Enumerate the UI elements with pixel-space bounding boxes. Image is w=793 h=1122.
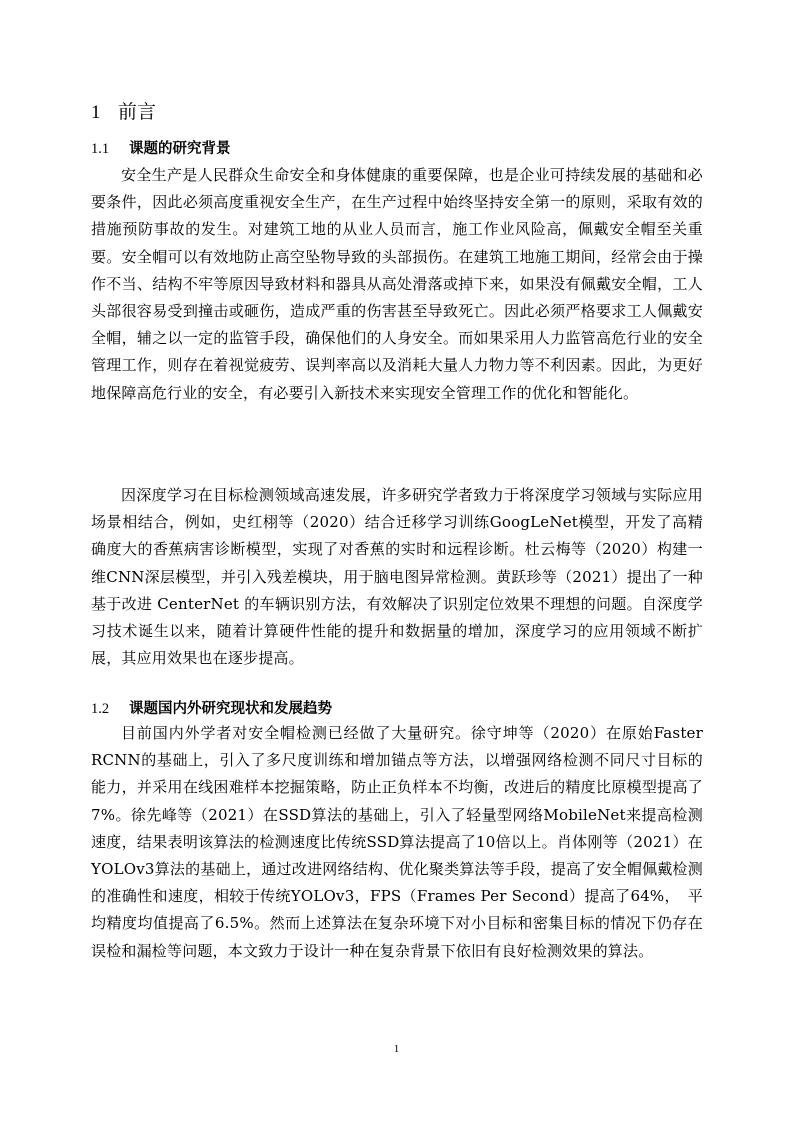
paragraph-deep-learning: 因深度学习在目标检测领域高速发展，许多研究学者致力于将深度学习领域与实际应用场景相结合，例如，史红栩等（2020）结合迁移学习训练GoogLeNet模型，开发了高精确度大的香蕉病害诊断模型，实现了对香蕉的实时和远程诊断。杜云梅等（2020）构建一维CNN深层模型，并引入残差模块，用于脑电图异常检测。黄跃珍等（2021）提出了一种基于改进 CenterNet 的车辆识别方法，有效解决了识别定位效果不理想的问题。自深度学习技术诞生以来，随着计算硬件性能的提升和数据量的增加，深度学习的应用领域不断扩展，其应用效果也在逐步提高。: [91, 486, 703, 668]
section-title: 课题的研究背景: [129, 140, 231, 157]
section-title: 课题国内外研究现状和发展趋势: [129, 700, 332, 717]
section-heading-1-1: [91, 138, 231, 160]
section-number: 1.1: [91, 141, 110, 157]
page-number: 1: [393, 1043, 400, 1055]
section-number: 1.2: [91, 701, 110, 717]
paragraph-background: 安全生产是人民群众生命安全和身体健康的重要保障，也是企业可持续发展的基础和必要条件，因此必须高度重视安全生产，在生产过程中始终坚持安全第一的原则，采取有效的措施预防事故的发生。对建筑工地的从业人员而言，施工作业风险高，佩戴安全帽至关重要。安全帽可以有效地防止高空坠物导致的头部损伤。在建筑工地施工期间，经常会由于操作不当、结构不牢等原因导致材料和器具从高处滑落或掉下来，如果没有佩戴安全帽，工人头部很容易受到撞击或砸伤，造成严重的伤害甚至导致死亡。因此必须严格要求工人佩戴安全帽，辅之以一定的监管手段，确保他们的人身安全。而如果采用人力监管高危行业的安全管理工作，则存在着视觉疲劳、误判率高以及消耗大量人力物力等不利因素。因此，为更好地保障高危行业的安全，有必要引入新技术来实现安全管理工作的优化和智能化。: [91, 166, 703, 402]
chapter-heading: [91, 98, 156, 127]
section-heading-1-2: [91, 698, 332, 720]
chapter-title: 前言: [118, 101, 157, 123]
paragraph-research-status: 目前国内外学者对安全帽检测已经做了大量研究。徐守坤等（2020）在原始Faster RCNN的基础上，引入了多尺度训练和增加锚点等方法，以增强网络检测不同尺寸目标的能力，并采用在线困难样本挖掘策略，防止正负样本不均衡，改进后的精度比原模型提高了7%。徐先峰等（2021）在SSD算法的基础上，引入了轻量型网络MobileNet来提高检测速度，结果表明该算法的检测速度比传统SSD算法提高了10倍以上。肖体刚等（2021）在YOLOv3算法的基础上，通过改进网络结构、优化聚类算法等手段，提高了安全帽佩戴检测的准确性和速度，相较于传统YOLOv3，FPS（Frames Per Second）提高了64%， 平均精度均值提高了6.5%。然而上述算法在复杂环境下对小目标和密集目标的情况下仍存在误检和漏检等问题，本文致力于设计一种在复杂背景下依旧有良好检测效果的算法。: [91, 724, 703, 960]
chapter-number: 1: [91, 102, 101, 123]
